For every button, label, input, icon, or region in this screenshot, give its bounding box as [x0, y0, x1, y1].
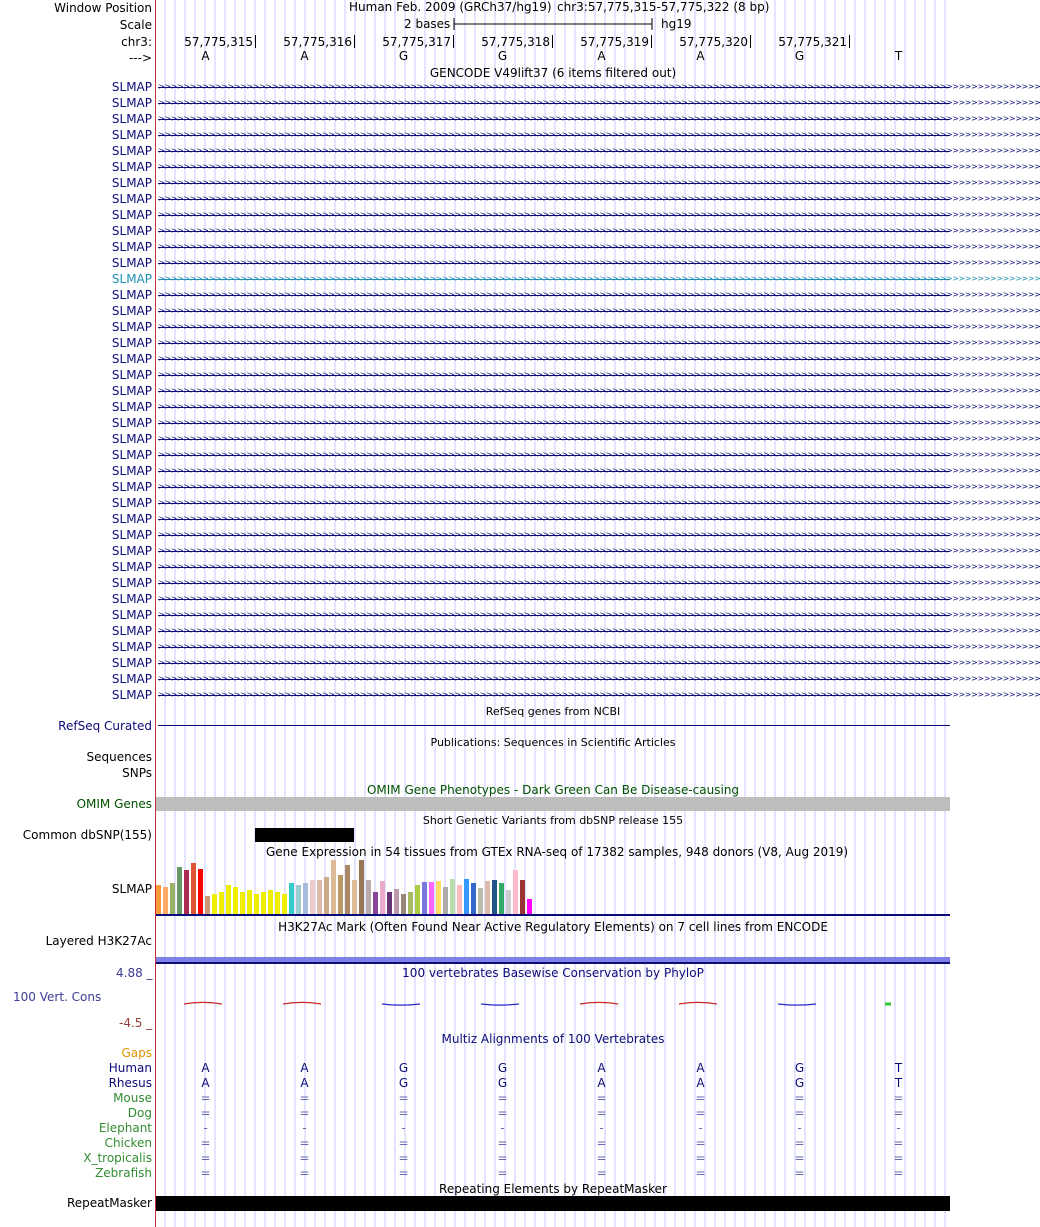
multiz-species-label[interactable]: Rhesus	[108, 1076, 152, 1090]
multiz-base: =	[596, 1091, 607, 1105]
gencode-gene-label[interactable]: SLMAP	[111, 512, 152, 526]
multiz-base: =	[794, 1091, 805, 1105]
gencode-strand-arrows: >>>>>>>>>>>>>>>>>>>>>>>>>>>>>>>>>>>>>>>>>>>>>>>>>>>>>>>>>>>>>>>>>>>>>>>>>>>>>>>>>>>>>>>>>>>>>>>>>>>>>>>>>>>>>>>>>>>>>>>>>>>>>>>>>>>>>>>>>>>>	[158, 418, 1040, 427]
gtex-tissue-bar[interactable]	[345, 865, 350, 914]
gencode-strand-arrows: >>>>>>>>>>>>>>>>>>>>>>>>>>>>>>>>>>>>>>>>>>>>>>>>>>>>>>>>>>>>>>>>>>>>>>>>>>>>>>>>>>>>>>>>>>>>>>>>>>>>>>>>>>>>>>>>>>>>>>>>>>>>>>>>>>>>>>>>>>>>	[158, 514, 1040, 523]
gtex-tissue-bar[interactable]	[450, 879, 455, 914]
gtex-tissue-bar[interactable]	[240, 892, 245, 914]
cons-score-mark[interactable]	[481, 1004, 519, 1005]
multiz-base: A	[696, 1061, 705, 1075]
gtex-tissue-bar[interactable]	[464, 879, 469, 914]
multiz-base: G	[398, 1061, 409, 1075]
multiz-base: =	[695, 1091, 706, 1105]
refseq-title: RefSeq genes from NCBI	[485, 705, 621, 718]
multiz-base: =	[398, 1136, 409, 1150]
base-letter: A	[696, 49, 705, 63]
gtex-tissue-bar[interactable]	[275, 892, 280, 914]
base-letter: G	[794, 49, 805, 63]
gencode-gene-label[interactable]: SLMAP	[111, 656, 152, 670]
multiz-base: =	[497, 1091, 508, 1105]
refseq-gene-line[interactable]	[158, 725, 950, 726]
multiz-base: A	[597, 1076, 606, 1090]
gencode-gene-label[interactable]: SLMAP	[111, 544, 152, 558]
gencode-gene-label[interactable]: SLMAP	[111, 608, 152, 622]
gtex-tissue-bar[interactable]	[373, 892, 378, 914]
gtex-tissue-bar[interactable]	[191, 863, 196, 914]
h3k27ac-baseline	[156, 962, 950, 964]
gencode-gene-label[interactable]: SLMAP	[111, 112, 152, 126]
gtex-tissue-bar[interactable]	[359, 860, 364, 914]
gencode-gene-label[interactable]: SLMAP	[111, 320, 152, 334]
multiz-base: =	[200, 1091, 211, 1105]
multiz-base: =	[398, 1091, 409, 1105]
gencode-gene-label[interactable]: SLMAP	[111, 208, 152, 222]
gtex-tissue-bar[interactable]	[219, 892, 224, 914]
multiz-species-label[interactable]: Dog	[127, 1106, 152, 1120]
gencode-strand-arrows: >>>>>>>>>>>>>>>>>>>>>>>>>>>>>>>>>>>>>>>>>>>>>>>>>>>>>>>>>>>>>>>>>>>>>>>>>>>>>>>>>>>>>>>>>>>>>>>>>>>>>>>>>>>>>>>>>>>>>>>>>>>>>>>>>>>>>>>>>>>>	[158, 562, 1040, 571]
gencode-gene-label[interactable]: SLMAP	[111, 96, 152, 110]
ruler-tick	[354, 35, 355, 48]
repeatmasker-label[interactable]: RepeatMasker	[66, 1196, 152, 1210]
multiz-species-label[interactable]: Elephant	[98, 1121, 152, 1135]
gtex-tissue-bar[interactable]	[478, 888, 483, 914]
gtex-tissue-bar[interactable]	[317, 880, 322, 914]
multiz-base: -	[797, 1121, 802, 1135]
gtex-tissue-bar[interactable]	[268, 890, 273, 914]
multiz-base: =	[893, 1091, 904, 1105]
gtex-baseline	[156, 914, 950, 916]
multiz-base: =	[200, 1166, 211, 1180]
gtex-tissue-bar[interactable]	[436, 881, 441, 914]
position-title: chr3:57,775,315-57,775,322 (8 bp)	[557, 0, 770, 14]
multiz-base: G	[497, 1061, 508, 1075]
multiz-species-label[interactable]: Human	[108, 1061, 152, 1075]
gencode-strand-arrows: >>>>>>>>>>>>>>>>>>>>>>>>>>>>>>>>>>>>>>>>>>>>>>>>>>>>>>>>>>>>>>>>>>>>>>>>>>>>>>>>>>>>>>>>>>>>>>>>>>>>>>>>>>>>>>>>>>>>>>>>>>>>>>>>>>>>>>>>>>>>	[158, 274, 1040, 283]
publications-label-sequences[interactable]: Sequences	[86, 750, 152, 764]
cons-max-label: 4.88 _	[116, 966, 153, 980]
multiz-base: =	[695, 1166, 706, 1180]
gtex-bar-chart[interactable]	[156, 860, 556, 914]
assembly-title: Human Feb. 2009 (GRCh37/hg19)	[349, 0, 552, 14]
ruler-position: 57,775,317	[382, 35, 451, 49]
gencode-gene-label[interactable]: SLMAP	[111, 560, 152, 574]
gencode-gene-label[interactable]: SLMAP	[111, 688, 152, 702]
gencode-strand-arrows: >>>>>>>>>>>>>>>>>>>>>>>>>>>>>>>>>>>>>>>>>>>>>>>>>>>>>>>>>>>>>>>>>>>>>>>>>>>>>>>>>>>>>>>>>>>>>>>>>>>>>>>>>>>>>>>>>>>>>>>>>>>>>>>>>>>>>>>>>>>>	[158, 642, 1040, 651]
multiz-base: =	[200, 1151, 211, 1165]
multiz-base: =	[398, 1106, 409, 1120]
cons-min-label: -4.5 _	[119, 1016, 153, 1030]
ruler-position: 57,775,320	[679, 35, 748, 49]
gencode-strand-arrows: >>>>>>>>>>>>>>>>>>>>>>>>>>>>>>>>>>>>>>>>>>>>>>>>>>>>>>>>>>>>>>>>>>>>>>>>>>>>>>>>>>>>>>>>>>>>>>>>>>>>>>>>>>>>>>>>>>>>>>>>>>>>>>>>>>>>>>>>>>>>	[158, 530, 1040, 539]
multiz-base: =	[299, 1166, 310, 1180]
ruler-position: 57,775,321	[778, 35, 847, 49]
gencode-gene-label[interactable]: SLMAP	[111, 496, 152, 510]
gtex-tissue-bar[interactable]	[156, 885, 161, 914]
gencode-strand-arrows: >>>>>>>>>>>>>>>>>>>>>>>>>>>>>>>>>>>>>>>>>>>>>>>>>>>>>>>>>>>>>>>>>>>>>>>>>>>>>>>>>>>>>>>>>>>>>>>>>>>>>>>>>>>>>>>>>>>>>>>>>>>>>>>>>>>>>>>>>>>>	[158, 178, 1040, 187]
repeatmasker-bar[interactable]	[156, 1196, 950, 1211]
multiz-base: =	[497, 1106, 508, 1120]
multiz-base: =	[497, 1151, 508, 1165]
gtex-tissue-bar[interactable]	[205, 896, 210, 914]
gtex-label[interactable]: SLMAP	[111, 882, 152, 896]
multiz-species-label[interactable]: Zebrafish	[95, 1166, 152, 1180]
base-letter: T	[894, 49, 903, 63]
gtex-tissue-bar[interactable]	[415, 885, 420, 914]
gtex-tissue-bar[interactable]	[324, 877, 329, 914]
multiz-base: =	[200, 1136, 211, 1150]
gencode-strand-arrows: >>>>>>>>>>>>>>>>>>>>>>>>>>>>>>>>>>>>>>>>>>>>>>>>>>>>>>>>>>>>>>>>>>>>>>>>>>>>>>>>>>>>>>>>>>>>>>>>>>>>>>>>>>>>>>>>>>>>>>>>>>>>>>>>>>>>>>>>>>>>	[158, 306, 1040, 315]
gencode-strand-arrows: >>>>>>>>>>>>>>>>>>>>>>>>>>>>>>>>>>>>>>>>>>>>>>>>>>>>>>>>>>>>>>>>>>>>>>>>>>>>>>>>>>>>>>>>>>>>>>>>>>>>>>>>>>>>>>>>>>>>>>>>>>>>>>>>>>>>>>>>>>>>	[158, 690, 1040, 699]
gencode-strand-arrows: >>>>>>>>>>>>>>>>>>>>>>>>>>>>>>>>>>>>>>>>>>>>>>>>>>>>>>>>>>>>>>>>>>>>>>>>>>>>>>>>>>>>>>>>>>>>>>>>>>>>>>>>>>>>>>>>>>>>>>>>>>>>>>>>>>>>>>>>>>>>	[158, 82, 1040, 91]
gtex-tissue-bar[interactable]	[261, 892, 266, 914]
gtex-tissue-bar[interactable]	[184, 870, 189, 914]
gtex-tissue-bar[interactable]	[212, 894, 217, 914]
gencode-gene-label[interactable]: SLMAP	[111, 576, 152, 590]
gencode-strand-arrows: >>>>>>>>>>>>>>>>>>>>>>>>>>>>>>>>>>>>>>>>>>>>>>>>>>>>>>>>>>>>>>>>>>>>>>>>>>>>>>>>>>>>>>>>>>>>>>>>>>>>>>>>>>>>>>>>>>>>>>>>>>>>>>>>>>>>>>>>>>>>	[158, 146, 1040, 155]
cons-plot[interactable]	[156, 990, 950, 1020]
multiz-base: A	[201, 1076, 210, 1090]
cons-score-mark[interactable]	[184, 1002, 222, 1004]
multiz-base: =	[398, 1151, 409, 1165]
multiz-base: =	[596, 1136, 607, 1150]
ruler-tick	[651, 35, 652, 48]
ruler-tick	[453, 35, 454, 48]
gtex-tissue-bar[interactable]	[387, 892, 392, 914]
gencode-gene-label[interactable]: SLMAP	[111, 624, 152, 638]
multiz-base: =	[596, 1151, 607, 1165]
multiz-base: A	[696, 1076, 705, 1090]
multiz-base: =	[596, 1106, 607, 1120]
gencode-gene-label[interactable]: SLMAP	[111, 256, 152, 270]
multiz-base: -	[896, 1121, 901, 1135]
multiz-base: -	[599, 1121, 604, 1135]
ruler-tick	[750, 35, 751, 48]
repeatmasker-title: Repeating Elements by RepeatMasker	[439, 1182, 667, 1196]
chrom-label: chr3:	[121, 35, 152, 49]
publications-title: Publications: Sequences in Scientific Articles	[430, 736, 676, 749]
gtex-tissue-bar[interactable]	[338, 875, 343, 914]
gencode-gene-label[interactable]: SLMAP	[111, 384, 152, 398]
gencode-gene-label[interactable]: SLMAP	[111, 528, 152, 542]
multiz-base: =	[794, 1166, 805, 1180]
multiz-base: =	[200, 1106, 211, 1120]
gtex-tissue-bar[interactable]	[247, 890, 252, 914]
gencode-gene-label[interactable]: SLMAP	[111, 176, 152, 190]
multiz-base: T	[894, 1076, 903, 1090]
dbsnp-variant-bar[interactable]	[255, 828, 354, 842]
gencode-strand-arrows: >>>>>>>>>>>>>>>>>>>>>>>>>>>>>>>>>>>>>>>>>>>>>>>>>>>>>>>>>>>>>>>>>>>>>>>>>>>>>>>>>>>>>>>>>>>>>>>>>>>>>>>>>>>>>>>>>>>>>>>>>>>>>>>>>>>>>>>>>>>>	[158, 402, 1040, 411]
gencode-strand-arrows: >>>>>>>>>>>>>>>>>>>>>>>>>>>>>>>>>>>>>>>>>>>>>>>>>>>>>>>>>>>>>>>>>>>>>>>>>>>>>>>>>>>>>>>>>>>>>>>>>>>>>>>>>>>>>>>>>>>>>>>>>>>>>>>>>>>>>>>>>>>>	[158, 258, 1040, 267]
gencode-gene-label[interactable]: SLMAP	[111, 432, 152, 446]
gtex-tissue-bar[interactable]	[163, 887, 168, 914]
gencode-strand-arrows: >>>>>>>>>>>>>>>>>>>>>>>>>>>>>>>>>>>>>>>>>>>>>>>>>>>>>>>>>>>>>>>>>>>>>>>>>>>>>>>>>>>>>>>>>>>>>>>>>>>>>>>>>>>>>>>>>>>>>>>>>>>>>>>>>>>>>>>>>>>>	[158, 354, 1040, 363]
gencode-strand-arrows: >>>>>>>>>>>>>>>>>>>>>>>>>>>>>>>>>>>>>>>>>>>>>>>>>>>>>>>>>>>>>>>>>>>>>>>>>>>>>>>>>>>>>>>>>>>>>>>>>>>>>>>>>>>>>>>>>>>>>>>>>>>>>>>>>>>>>>>>>>>>	[158, 290, 1040, 299]
gencode-gene-label[interactable]: SLMAP	[111, 224, 152, 238]
scale-text: 2 bases	[404, 17, 451, 31]
gtex-tissue-bar[interactable]	[366, 880, 371, 914]
ruler-tick	[552, 35, 553, 48]
multiz-base: A	[300, 1076, 309, 1090]
multiz-base: -	[698, 1121, 703, 1135]
gencode-title: GENCODE V49lift37 (6 items filtered out)	[429, 66, 677, 80]
gtex-tissue-bar[interactable]	[492, 880, 497, 914]
multiz-species-label[interactable]: Mouse	[113, 1091, 152, 1105]
multiz-base: =	[299, 1106, 310, 1120]
gencode-strand-arrows: >>>>>>>>>>>>>>>>>>>>>>>>>>>>>>>>>>>>>>>>>>>>>>>>>>>>>>>>>>>>>>>>>>>>>>>>>>>>>>>>>>>>>>>>>>>>>>>>>>>>>>>>>>>>>>>>>>>>>>>>>>>>>>>>>>>>>>>>>>>>	[158, 450, 1040, 459]
omim-title: OMIM Gene Phenotypes - Dark Green Can Be Disease-causing	[366, 783, 740, 797]
gtex-tissue-bar[interactable]	[443, 887, 448, 914]
multiz-base: =	[596, 1166, 607, 1180]
gtex-tissue-bar[interactable]	[226, 885, 231, 914]
gencode-strand-arrows: >>>>>>>>>>>>>>>>>>>>>>>>>>>>>>>>>>>>>>>>>>>>>>>>>>>>>>>>>>>>>>>>>>>>>>>>>>>>>>>>>>>>>>>>>>>>>>>>>>>>>>>>>>>>>>>>>>>>>>>>>>>>>>>>>>>>>>>>>>>>	[158, 322, 1040, 331]
multiz-base: G	[794, 1076, 805, 1090]
gtex-tissue-bar[interactable]	[233, 887, 238, 914]
multiz-base: =	[893, 1136, 904, 1150]
gencode-strand-arrows: >>>>>>>>>>>>>>>>>>>>>>>>>>>>>>>>>>>>>>>>>>>>>>>>>>>>>>>>>>>>>>>>>>>>>>>>>>>>>>>>>>>>>>>>>>>>>>>>>>>>>>>>>>>>>>>>>>>>>>>>>>>>>>>>>>>>>>>>>>>>	[158, 626, 1040, 635]
ruler-tick	[849, 35, 850, 48]
gencode-gene-label[interactable]: SLMAP	[111, 272, 152, 286]
multiz-base: =	[893, 1151, 904, 1165]
cons-score-mark[interactable]	[382, 1004, 420, 1005]
gencode-strand-arrows: >>>>>>>>>>>>>>>>>>>>>>>>>>>>>>>>>>>>>>>>>>>>>>>>>>>>>>>>>>>>>>>>>>>>>>>>>>>>>>>>>>>>>>>>>>>>>>>>>>>>>>>>>>>>>>>>>>>>>>>>>>>>>>>>>>>>>>>>>>>>	[158, 194, 1040, 203]
gencode-gene-label[interactable]: SLMAP	[111, 336, 152, 350]
h3k27ac-title: H3K27Ac Mark (Often Found Near Active Regulatory Elements) on 7 cell lines from ENCODE	[278, 920, 828, 934]
gtex-tissue-bar[interactable]	[513, 870, 518, 914]
gencode-strand-arrows: >>>>>>>>>>>>>>>>>>>>>>>>>>>>>>>>>>>>>>>>>>>>>>>>>>>>>>>>>>>>>>>>>>>>>>>>>>>>>>>>>>>>>>>>>>>>>>>>>>>>>>>>>>>>>>>>>>>>>>>>>>>>>>>>>>>>>>>>>>>>	[158, 114, 1040, 123]
gtex-tissue-bar[interactable]	[282, 894, 287, 914]
multiz-base: =	[695, 1106, 706, 1120]
dbsnp-title: Short Genetic Variants from dbSNP release 155	[422, 814, 684, 827]
gtex-tissue-bar[interactable]	[429, 882, 434, 914]
gtex-tissue-bar[interactable]	[422, 882, 427, 914]
multiz-base: =	[299, 1151, 310, 1165]
gencode-strand-arrows: >>>>>>>>>>>>>>>>>>>>>>>>>>>>>>>>>>>>>>>>>>>>>>>>>>>>>>>>>>>>>>>>>>>>>>>>>>>>>>>>>>>>>>>>>>>>>>>>>>>>>>>>>>>>>>>>>>>>>>>>>>>>>>>>>>>>>>>>>>>>	[158, 434, 1040, 443]
base-letter: G	[497, 49, 508, 63]
multiz-base: =	[695, 1136, 706, 1150]
multiz-base: -	[302, 1121, 307, 1135]
multiz-base: G	[794, 1061, 805, 1075]
gtex-title: Gene Expression in 54 tissues from GTEx RNA-seq of 17382 samples, 948 donors (V8, Aug 2019)	[266, 845, 849, 859]
multiz-base: A	[201, 1061, 210, 1075]
gencode-strand-arrows: >>>>>>>>>>>>>>>>>>>>>>>>>>>>>>>>>>>>>>>>>>>>>>>>>>>>>>>>>>>>>>>>>>>>>>>>>>>>>>>>>>>>>>>>>>>>>>>>>>>>>>>>>>>>>>>>>>>>>>>>>>>>>>>>>>>>>>>>>>>>	[158, 226, 1040, 235]
scale-label: Scale	[119, 18, 152, 32]
gencode-strand-arrows: >>>>>>>>>>>>>>>>>>>>>>>>>>>>>>>>>>>>>>>>>>>>>>>>>>>>>>>>>>>>>>>>>>>>>>>>>>>>>>>>>>>>>>>>>>>>>>>>>>>>>>>>>>>>>>>>>>>>>>>>>>>>>>>>>>>>>>>>>>>>	[158, 210, 1040, 219]
multiz-base: =	[794, 1151, 805, 1165]
gencode-strand-arrows: >>>>>>>>>>>>>>>>>>>>>>>>>>>>>>>>>>>>>>>>>>>>>>>>>>>>>>>>>>>>>>>>>>>>>>>>>>>>>>>>>>>>>>>>>>>>>>>>>>>>>>>>>>>>>>>>>>>>>>>>>>>>>>>>>>>>>>>>>>>>	[158, 546, 1040, 555]
multiz-base: =	[398, 1166, 409, 1180]
gencode-gene-label[interactable]: SLMAP	[111, 160, 152, 174]
gencode-gene-label[interactable]: SLMAP	[111, 352, 152, 366]
gencode-strand-arrows: >>>>>>>>>>>>>>>>>>>>>>>>>>>>>>>>>>>>>>>>>>>>>>>>>>>>>>>>>>>>>>>>>>>>>>>>>>>>>>>>>>>>>>>>>>>>>>>>>>>>>>>>>>>>>>>>>>>>>>>>>>>>>>>>>>>>>>>>>>>>	[158, 674, 1040, 683]
cons-score-mark[interactable]	[679, 1002, 717, 1004]
gtex-tissue-bar[interactable]	[408, 892, 413, 914]
multiz-base: T	[894, 1061, 903, 1075]
gencode-gene-label[interactable]: SLMAP	[111, 144, 152, 158]
multiz-species-label[interactable]: Chicken	[104, 1136, 152, 1150]
gencode-strand-arrows: >>>>>>>>>>>>>>>>>>>>>>>>>>>>>>>>>>>>>>>>>>>>>>>>>>>>>>>>>>>>>>>>>>>>>>>>>>>>>>>>>>>>>>>>>>>>>>>>>>>>>>>>>>>>>>>>>>>>>>>>>>>>>>>>>>>>>>>>>>>>	[158, 610, 1040, 619]
refseq-label[interactable]: RefSeq Curated	[58, 719, 152, 733]
gencode-strand-arrows: >>>>>>>>>>>>>>>>>>>>>>>>>>>>>>>>>>>>>>>>>>>>>>>>>>>>>>>>>>>>>>>>>>>>>>>>>>>>>>>>>>>>>>>>>>>>>>>>>>>>>>>>>>>>>>>>>>>>>>>>>>>>>>>>>>>>>>>>>>>>	[158, 386, 1040, 395]
cons-label[interactable]: 100 Vert. Cons	[13, 990, 102, 1004]
gencode-gene-label[interactable]: SLMAP	[111, 240, 152, 254]
multiz-base: =	[794, 1106, 805, 1120]
multiz-gaps-label: Gaps	[121, 1046, 152, 1060]
multiz-base: A	[300, 1061, 309, 1075]
gencode-gene-label[interactable]: SLMAP	[111, 400, 152, 414]
multiz-base: =	[893, 1166, 904, 1180]
gencode-strand-arrows: >>>>>>>>>>>>>>>>>>>>>>>>>>>>>>>>>>>>>>>>>>>>>>>>>>>>>>>>>>>>>>>>>>>>>>>>>>>>>>>>>>>>>>>>>>>>>>>>>>>>>>>>>>>>>>>>>>>>>>>>>>>>>>>>>>>>>>>>>>>>	[158, 130, 1040, 139]
ruler-tick	[255, 35, 256, 48]
gtex-tissue-bar[interactable]	[289, 883, 294, 914]
dbsnp-label[interactable]: Common dbSNP(155)	[22, 828, 152, 842]
gencode-strand-arrows: >>>>>>>>>>>>>>>>>>>>>>>>>>>>>>>>>>>>>>>>>>>>>>>>>>>>>>>>>>>>>>>>>>>>>>>>>>>>>>>>>>>>>>>>>>>>>>>>>>>>>>>>>>>>>>>>>>>>>>>>>>>>>>>>>>>>>>>>>>>>	[158, 242, 1040, 251]
assembly-label: hg19	[661, 17, 692, 31]
multiz-base: G	[497, 1076, 508, 1090]
gencode-strand-arrows: >>>>>>>>>>>>>>>>>>>>>>>>>>>>>>>>>>>>>>>>>>>>>>>>>>>>>>>>>>>>>>>>>>>>>>>>>>>>>>>>>>>>>>>>>>>>>>>>>>>>>>>>>>>>>>>>>>>>>>>>>>>>>>>>>>>>>>>>>>>>	[158, 98, 1040, 107]
gencode-strand-arrows: >>>>>>>>>>>>>>>>>>>>>>>>>>>>>>>>>>>>>>>>>>>>>>>>>>>>>>>>>>>>>>>>>>>>>>>>>>>>>>>>>>>>>>>>>>>>>>>>>>>>>>>>>>>>>>>>>>>>>>>>>>>>>>>>>>>>>>>>>>>>	[158, 338, 1040, 347]
cons-score-mark[interactable]	[580, 1002, 618, 1004]
gencode-strand-arrows: >>>>>>>>>>>>>>>>>>>>>>>>>>>>>>>>>>>>>>>>>>>>>>>>>>>>>>>>>>>>>>>>>>>>>>>>>>>>>>>>>>>>>>>>>>>>>>>>>>>>>>>>>>>>>>>>>>>>>>>>>>>>>>>>>>>>>>>>>>>>	[158, 370, 1040, 379]
cons-score-mark[interactable]	[283, 1002, 321, 1004]
gtex-tissue-bar[interactable]	[520, 880, 525, 914]
gtex-tissue-bar[interactable]	[310, 880, 315, 914]
gtex-tissue-bar[interactable]	[177, 867, 182, 914]
multiz-base: A	[597, 1061, 606, 1075]
cons-title: 100 vertebrates Basewise Conservation by PhyloP	[402, 966, 704, 980]
omim-bar[interactable]	[156, 797, 950, 811]
gtex-tissue-bar[interactable]	[254, 894, 259, 914]
gtex-tissue-bar[interactable]	[331, 860, 336, 914]
multiz-base: =	[497, 1136, 508, 1150]
multiz-base: =	[695, 1151, 706, 1165]
publications-label-snps[interactable]: SNPs	[122, 766, 152, 780]
cons-score-mark[interactable]	[778, 1004, 816, 1005]
multiz-base: =	[299, 1136, 310, 1150]
gencode-gene-label[interactable]: SLMAP	[111, 448, 152, 462]
strand-label: --->	[128, 51, 152, 65]
gencode-gene-label[interactable]: SLMAP	[111, 368, 152, 382]
multiz-base: =	[893, 1106, 904, 1120]
gencode-gene-label[interactable]: SLMAP	[111, 672, 152, 686]
gencode-strand-arrows: >>>>>>>>>>>>>>>>>>>>>>>>>>>>>>>>>>>>>>>>>>>>>>>>>>>>>>>>>>>>>>>>>>>>>>>>>>>>>>>>>>>>>>>>>>>>>>>>>>>>>>>>>>>>>>>>>>>>>>>>>>>>>>>>>>>>>>>>>>>>	[158, 498, 1040, 507]
multiz-base: =	[299, 1091, 310, 1105]
base-letter: A	[300, 49, 309, 63]
ruler-position: 57,775,315	[184, 35, 253, 49]
window-position-label: Window Position	[54, 1, 152, 15]
gtex-tissue-bar[interactable]	[499, 883, 504, 914]
multiz-base: -	[203, 1121, 208, 1135]
gtex-tissue-bar[interactable]	[457, 885, 462, 914]
multiz-base: -	[401, 1121, 406, 1135]
gtex-tissue-bar[interactable]	[401, 894, 406, 914]
gencode-gene-label[interactable]: SLMAP	[111, 288, 152, 302]
gtex-tissue-bar[interactable]	[471, 883, 476, 914]
gencode-gene-label[interactable]: SLMAP	[111, 640, 152, 654]
gtex-tissue-bar[interactable]	[394, 889, 399, 914]
gencode-strand-arrows: >>>>>>>>>>>>>>>>>>>>>>>>>>>>>>>>>>>>>>>>>>>>>>>>>>>>>>>>>>>>>>>>>>>>>>>>>>>>>>>>>>>>>>>>>>>>>>>>>>>>>>>>>>>>>>>>>>>>>>>>>>>>>>>>>>>>>>>>>>>>	[158, 578, 1040, 587]
gtex-tissue-bar[interactable]	[352, 880, 357, 914]
ruler-position: 57,775,319	[580, 35, 649, 49]
gtex-tissue-bar[interactable]	[380, 881, 385, 914]
multiz-base: =	[794, 1136, 805, 1150]
gtex-tissue-bar[interactable]	[198, 869, 203, 914]
ruler-position: 57,775,316	[283, 35, 352, 49]
multiz-base: -	[500, 1121, 505, 1135]
h3k27ac-label[interactable]: Layered H3K27Ac	[45, 934, 152, 948]
scale-bar	[450, 16, 656, 32]
gtex-tissue-bar[interactable]	[296, 885, 301, 914]
gencode-strand-arrows: >>>>>>>>>>>>>>>>>>>>>>>>>>>>>>>>>>>>>>>>>>>>>>>>>>>>>>>>>>>>>>>>>>>>>>>>>>>>>>>>>>>>>>>>>>>>>>>>>>>>>>>>>>>>>>>>>>>>>>>>>>>>>>>>>>>>>>>>>>>>	[158, 162, 1040, 171]
ruler-position: 57,775,318	[481, 35, 550, 49]
multiz-base: G	[398, 1076, 409, 1090]
gencode-strand-arrows: >>>>>>>>>>>>>>>>>>>>>>>>>>>>>>>>>>>>>>>>>>>>>>>>>>>>>>>>>>>>>>>>>>>>>>>>>>>>>>>>>>>>>>>>>>>>>>>>>>>>>>>>>>>>>>>>>>>>>>>>>>>>>>>>>>>>>>>>>>>>	[158, 466, 1040, 475]
multiz-species-label[interactable]: X_tropicalis	[83, 1151, 152, 1165]
gtex-tissue-bar[interactable]	[303, 883, 308, 914]
gencode-strand-arrows: >>>>>>>>>>>>>>>>>>>>>>>>>>>>>>>>>>>>>>>>>>>>>>>>>>>>>>>>>>>>>>>>>>>>>>>>>>>>>>>>>>>>>>>>>>>>>>>>>>>>>>>>>>>>>>>>>>>>>>>>>>>>>>>>>>>>>>>>>>>>	[158, 594, 1040, 603]
gencode-gene-label[interactable]: SLMAP	[111, 128, 152, 142]
base-letter: A	[201, 49, 210, 63]
gencode-gene-label[interactable]: SLMAP	[111, 304, 152, 318]
gtex-tissue-bar[interactable]	[170, 883, 175, 914]
base-letter: A	[597, 49, 606, 63]
gencode-gene-label[interactable]: SLMAP	[111, 192, 152, 206]
gencode-gene-label[interactable]: SLMAP	[111, 480, 152, 494]
gencode-strand-arrows: >>>>>>>>>>>>>>>>>>>>>>>>>>>>>>>>>>>>>>>>>>>>>>>>>>>>>>>>>>>>>>>>>>>>>>>>>>>>>>>>>>>>>>>>>>>>>>>>>>>>>>>>>>>>>>>>>>>>>>>>>>>>>>>>>>>>>>>>>>>>	[158, 658, 1040, 667]
gencode-gene-label[interactable]: SLMAP	[111, 80, 152, 94]
gencode-strand-arrows: >>>>>>>>>>>>>>>>>>>>>>>>>>>>>>>>>>>>>>>>>>>>>>>>>>>>>>>>>>>>>>>>>>>>>>>>>>>>>>>>>>>>>>>>>>>>>>>>>>>>>>>>>>>>>>>>>>>>>>>>>>>>>>>>>>>>>>>>>>>>	[158, 482, 1040, 491]
gencode-gene-label[interactable]: SLMAP	[111, 416, 152, 430]
multiz-base: =	[497, 1166, 508, 1180]
gencode-gene-label[interactable]: SLMAP	[111, 464, 152, 478]
base-letter: G	[398, 49, 409, 63]
gtex-tissue-bar[interactable]	[506, 890, 511, 914]
gtex-tissue-bar[interactable]	[485, 881, 490, 914]
gencode-gene-label[interactable]: SLMAP	[111, 592, 152, 606]
multiz-title: Multiz Alignments of 100 Vertebrates	[441, 1032, 665, 1046]
omim-label[interactable]: OMIM Genes	[76, 797, 152, 811]
gtex-tissue-bar[interactable]	[527, 899, 532, 914]
